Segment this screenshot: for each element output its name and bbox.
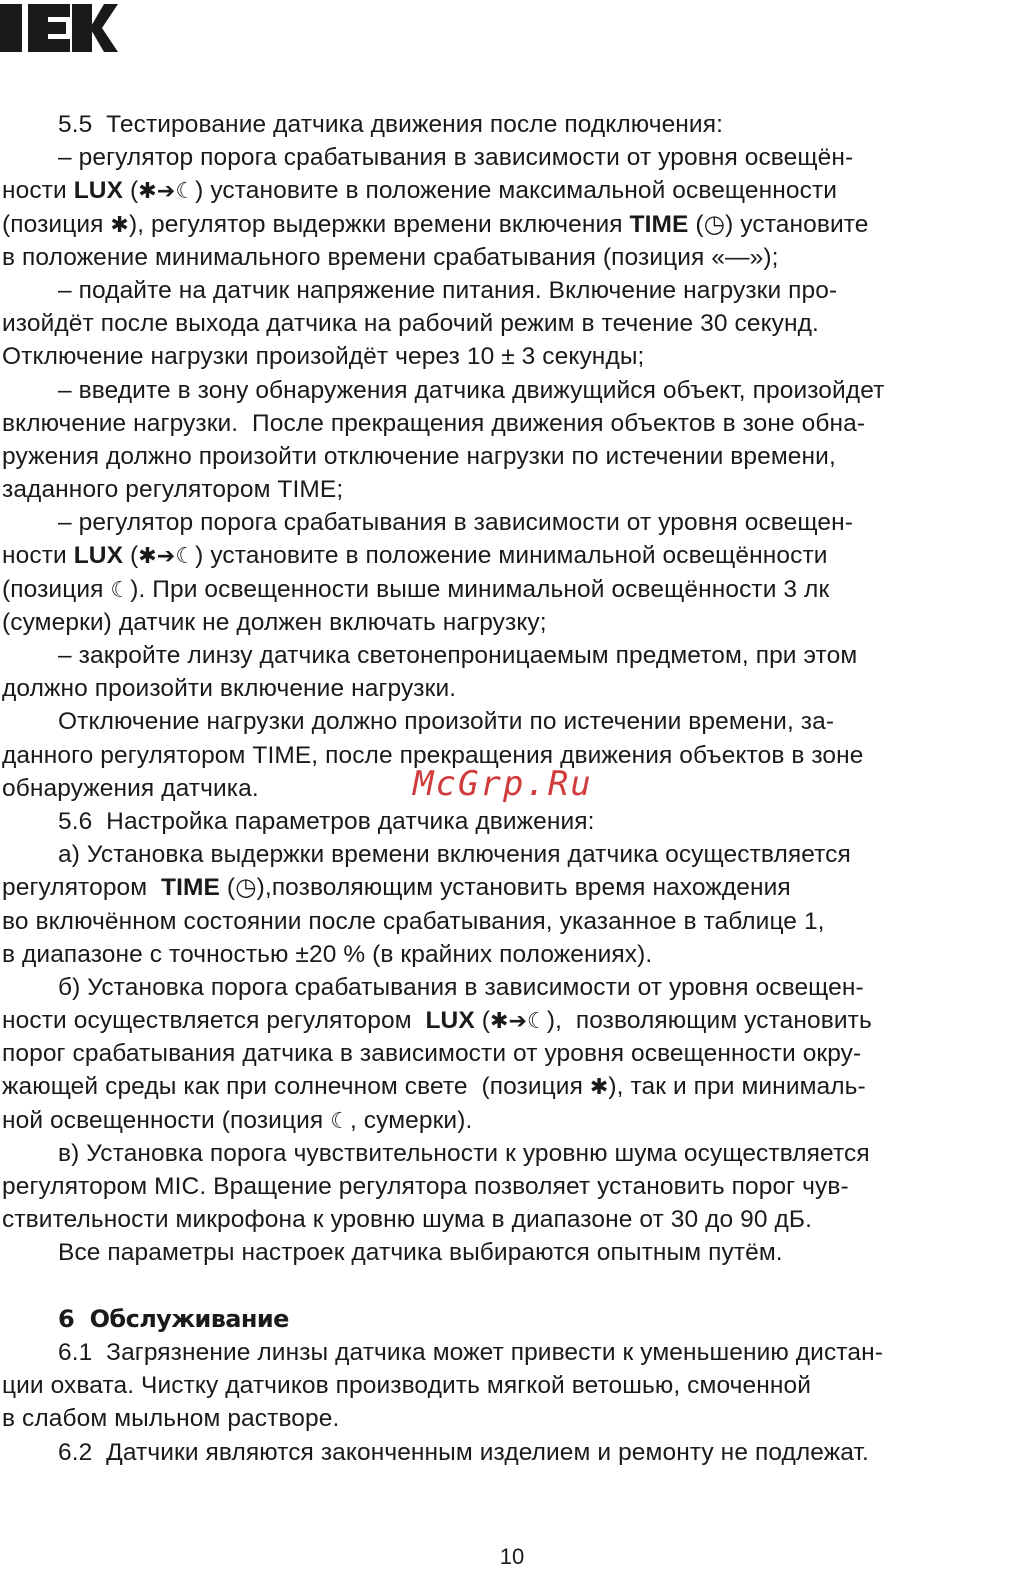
moon-icon: ☾ [110, 576, 131, 602]
text-line: – регулятор порога срабатывания в зависимости от уровня освещен- [58, 509, 853, 537]
text-line: б) Установка порога срабатывания в зависимости от уровня освещен- [58, 973, 864, 1001]
clock-icon: ◷ [703, 210, 726, 238]
moon-icon: ☾ [175, 543, 196, 569]
text-line: ствительности микрофона к уровню шума в диапазоне от 30 до 90 дБ. [2, 1206, 812, 1234]
text-line: (позиция ✱), регулятор выдержки времени включения TIME (◷) установите [2, 210, 869, 238]
text-line: ности LUX (✱➔☾) установите в положение максимальной освещенности [2, 177, 838, 205]
section-5-6-title: 5.6 Настройка параметров датчика движения: [58, 807, 595, 835]
text-line: жающей среды как при солнечном свете (позиция ✱), так и при минималь- [2, 1073, 866, 1101]
time-label: TIME [629, 210, 689, 238]
section-6-heading: 6 Обслуживание [58, 1304, 289, 1333]
text-line: ной освещенности (позиция ☾, сумерки). [2, 1106, 473, 1134]
section-5-5-title: 5.5 Тестирование датчика движения после подключения: [58, 111, 723, 138]
sun-icon: ✱ [589, 1074, 609, 1100]
text-line: ции охвата. Чистку датчиков производить мягкой ветошью, смоченной [2, 1372, 812, 1400]
text-line: заданного регулятором TIME; [2, 476, 344, 504]
text-line: в положение минимального времени срабатывания (позиция «—»); [2, 243, 779, 271]
arrow-icon: ➔ [508, 1008, 528, 1034]
lux-label: LUX [73, 542, 124, 570]
watermark: McGrp.Ru [413, 764, 593, 804]
text-line: ности LUX (✱➔☾) установите в положение минимальной освещённости [2, 542, 828, 570]
moon-icon: ☾ [175, 178, 196, 204]
text-line: – введите в зону обнаружения датчика движущийся объект, произойдет [58, 376, 885, 404]
text-line: 6.1 Загрязнение линзы датчика может привести к уменьшению дистан- [58, 1338, 883, 1366]
text-line: должно произойти включение нагрузки. [2, 675, 457, 703]
arrow-icon: ➔ [156, 543, 176, 569]
page-number: 10 [499, 1544, 525, 1569]
text-line: в диапазоне с точностью ±20 % (в крайних положениях). [2, 940, 653, 968]
text-line: регулятором MIC. Вращение регулятора позволяет установить порог чув- [2, 1173, 849, 1200]
text-line: включение нагрузки. После прекращения движения объектов в зоне обна- [2, 409, 866, 437]
text-line: 6.2 Датчики являются законченным изделием и ремонту не подлежат. [58, 1438, 869, 1466]
text-line: регулятором TIME (◷),позволяющим установить время нахождения [2, 874, 791, 902]
sun-icon: ✱ [489, 1008, 509, 1034]
text-line: ности осуществляется регулятором LUX (✱➔☾), позволяющим установить [2, 1007, 872, 1035]
spacer [2, 1270, 1008, 1303]
text-line: (позиция ☾). При освещенности выше минимальной освещённости 3 лк [2, 575, 830, 603]
text-line: – закройте линзу датчика светонепроницаемым предметом, при этом [58, 642, 858, 669]
moon-icon: ☾ [527, 1008, 547, 1034]
text-line: во включённом состоянии после срабатывания, указанное в таблице 1, [2, 907, 825, 935]
text-line: данного регулятором TIME, после прекращения движения объектов в зоне [2, 741, 864, 769]
text-line: ружения должно произойти отключение нагрузки по истечении времени, [2, 442, 836, 470]
text-line: – регулятор порога срабатывания в зависимости от уровня освещён- [58, 144, 854, 172]
text-line: порог срабатывания датчика в зависимости от уровня освещенности окру- [2, 1040, 862, 1068]
text-line: а) Установка выдержки времени включения датчика осуществляется [58, 841, 851, 869]
text-line: – подайте на датчик напряжение питания. Включение нагрузки про- [58, 276, 838, 304]
text-line: в слабом мыльном растворе. [2, 1405, 340, 1433]
time-label: TIME [161, 874, 220, 902]
text-line: в) Установка порога чувствительности к уровню шума осуществляется [58, 1139, 870, 1167]
text-line: (сумерки) датчик не должен включать нагрузку; [2, 608, 547, 636]
sun-icon: ✱ [138, 543, 157, 569]
text-line: Отключение нагрузки произойдёт через 10 ± 3 секунды; [2, 343, 645, 371]
arrow-icon: ➔ [156, 178, 176, 204]
sun-icon: ✱ [110, 211, 129, 237]
text-line: Все параметры настроек датчика выбираются опытным путём. [58, 1239, 783, 1267]
text-line: Отключение нагрузки должно произойти по истечении времени, за- [58, 708, 835, 736]
lux-label: LUX [425, 1007, 475, 1035]
lux-label: LUX [73, 177, 124, 205]
clock-icon: ◷ [235, 874, 257, 902]
text-line: обнаружения датчика. [2, 774, 259, 802]
text-line: изойдёт после выхода датчика на рабочий режим в течение 30 секунд. [2, 310, 819, 338]
sun-icon: ✱ [138, 178, 157, 204]
iek-logo [0, 0, 120, 56]
moon-icon: ☾ [330, 1107, 350, 1133]
